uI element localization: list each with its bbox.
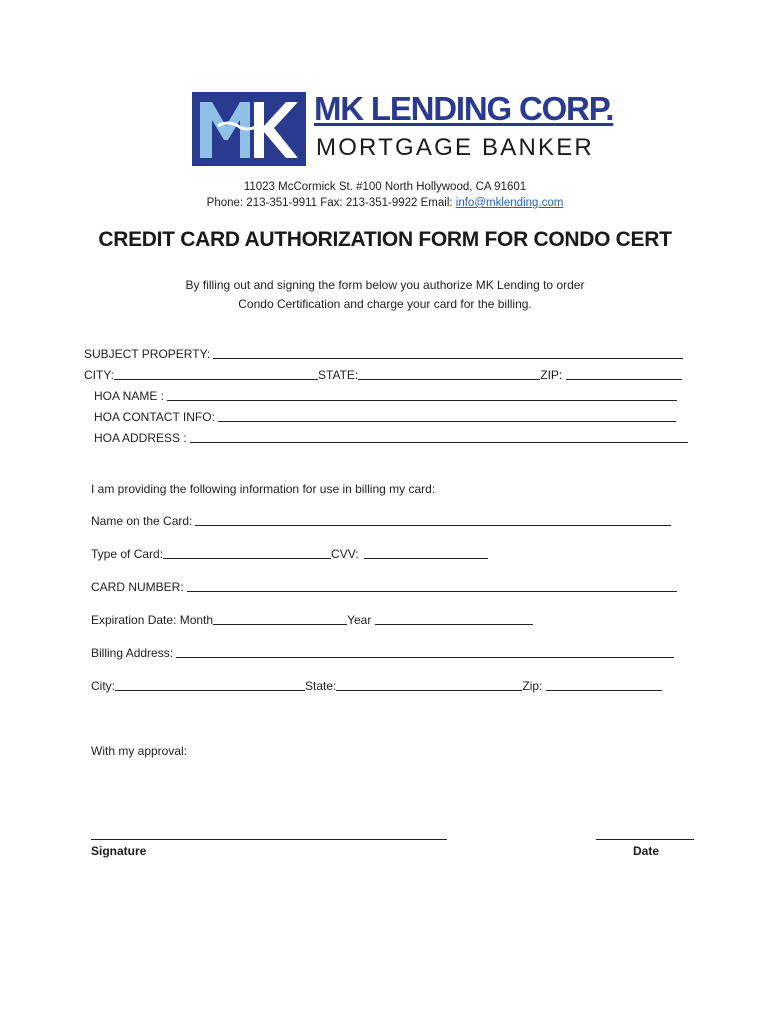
- billing-state-label: State:: [305, 679, 337, 693]
- property-state-label: STATE:: [318, 368, 359, 382]
- hoa-address-row: [94, 430, 688, 446]
- name-on-card-row: [91, 513, 671, 529]
- signature-label: Signature: [91, 844, 147, 858]
- hoa-address-label: HOA ADDRESS :: [94, 431, 187, 445]
- subject-property-row: [84, 346, 683, 362]
- company-address: 11023 McCormick St. #100 North Hollywood, CA 91601: [243, 181, 527, 193]
- approval-text: With my approval:: [91, 744, 188, 758]
- date-field[interactable]: [596, 839, 694, 840]
- expiration-month-field[interactable]: [213, 612, 347, 625]
- card-number-label: CARD NUMBER:: [91, 580, 184, 594]
- billing-address-field[interactable]: [176, 645, 674, 658]
- expiration-month-label: Expiration Date: Month: [91, 613, 214, 627]
- cvv-label: CVV:: [331, 547, 359, 561]
- company-name: MK LENDING CORP.: [314, 90, 614, 127]
- company-logo: [192, 90, 614, 166]
- name-on-card-label: Name on the Card:: [91, 514, 193, 528]
- hoa-address-field[interactable]: [190, 430, 688, 443]
- hoa-name-row: [94, 388, 677, 404]
- intro-line-1: By filling out and signing the form below you authorize MK Lending to order: [185, 278, 585, 292]
- property-state-field[interactable]: [358, 367, 540, 380]
- hoa-name-label: HOA NAME :: [94, 389, 165, 403]
- billing-city-field[interactable]: [115, 678, 305, 691]
- signature-field[interactable]: [91, 839, 447, 840]
- billing-intro-text: I am providing the following information for use in billing my card:: [91, 482, 436, 496]
- mk-logo-icon: [192, 92, 306, 166]
- card-type-row: [91, 546, 488, 562]
- email-link[interactable]: info@mklending.com: [455, 197, 564, 209]
- subject-property-label: SUBJECT PROPERTY:: [84, 347, 211, 361]
- billing-zip-field[interactable]: [546, 678, 662, 691]
- card-number-row: [91, 579, 677, 595]
- property-city-field[interactable]: [114, 367, 318, 380]
- expiration-year-label: Year: [347, 613, 372, 627]
- property-zip-label: ZIP:: [540, 368, 563, 382]
- form-title: CREDIT CARD AUTHORIZATION FORM FOR CONDO CERT: [98, 228, 672, 251]
- card-number-field[interactable]: [187, 579, 677, 592]
- billing-address-label: Billing Address:: [91, 646, 174, 660]
- property-zip-field[interactable]: [566, 367, 682, 380]
- cvv-field[interactable]: [364, 546, 488, 559]
- company-contact: [0, 196, 770, 210]
- card-type-label: Type of Card:: [91, 547, 164, 561]
- company-subtitle: MORTGAGE BANKER: [316, 134, 594, 161]
- property-city-row: [84, 367, 682, 383]
- billing-city-row: [91, 678, 662, 694]
- billing-city-label: City:: [91, 679, 115, 693]
- billing-state-field[interactable]: [336, 678, 522, 691]
- approval-row: [91, 743, 187, 759]
- expiration-row: [91, 612, 533, 628]
- hoa-contact-label: HOA CONTACT INFO:: [94, 410, 215, 424]
- contact-text: Phone: 213-351-9911 Fax: 213-351-9922 Email:: [206, 197, 456, 209]
- intro-line-2: Condo Certification and charge your card for the billing.: [238, 297, 532, 311]
- expiration-year-field[interactable]: [375, 612, 533, 625]
- name-on-card-field[interactable]: [195, 513, 671, 526]
- billing-intro: [91, 481, 435, 497]
- subject-property-field[interactable]: [213, 346, 683, 359]
- property-city-label: CITY:: [84, 368, 115, 382]
- date-label: Date: [633, 844, 660, 858]
- billing-zip-label: Zip:: [522, 679, 543, 693]
- billing-address-row: [91, 645, 674, 661]
- card-type-field[interactable]: [163, 546, 331, 559]
- hoa-name-field[interactable]: [167, 388, 677, 401]
- hoa-contact-field[interactable]: [218, 409, 676, 422]
- hoa-contact-row: [94, 409, 676, 425]
